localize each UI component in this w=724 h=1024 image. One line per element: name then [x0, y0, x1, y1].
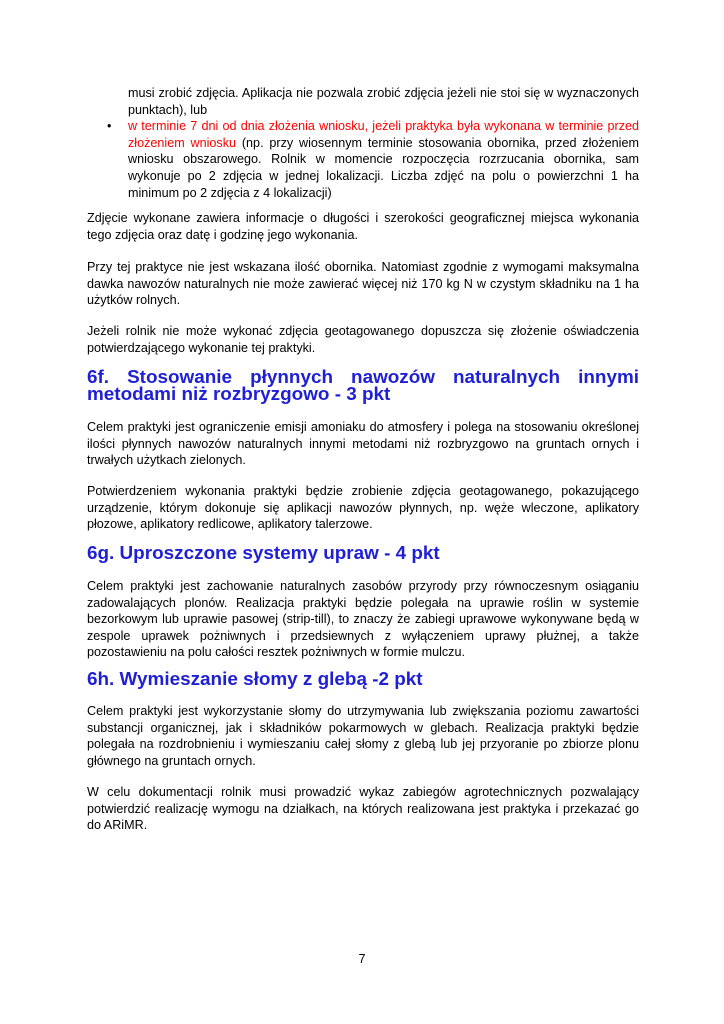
paragraph-6h-documentation: W celu dokumentacji rolnik musi prowadzić wykaz zabiegów agrotechnicznych pozwalający potwierdzić realizację wymogu na działkach, na których realizowana jest praktyka i przekazać go do ARiMR.	[87, 785, 639, 833]
paragraph-manure-dose: Przy tej praktyce nie jest wskazana ilość obornika. Natomiast zgodnie z wymogami maksymalna dawka nawozów naturalnych nie może zawierać więcej niż 170 kg N w czystym składniku na 1 ha użytków rolnych.	[87, 260, 639, 308]
paragraph-6g-goal: Celem praktyki jest zachowanie naturalnych zasobów przyrody przy równoczesnym osiąganiu zadowalających plonów. Realizacja praktyki będzie polegała na uprawie roślin w systemie bezorkowym lub uprawie pasowej (strip-till), to znaczy że zabiegi uprawowe wykonywane będą w zespole uprawek pożniwnych i przedsiewnych z wyłączeniem uprawy płużnej, a także pozostawieniu na polu całości resztek pożniwnych w formie mulczu.	[87, 579, 639, 660]
paragraph-declaration: Jeżeli rolnik nie może wykonać zdjęcia geotagowanego dopuszcza się złożenie oświadczenia potwierdzającego wykonanie tej praktyki.	[87, 324, 639, 355]
list-continuation-text: musi zrobić zdjęcia. Aplikacja nie pozwala zrobić zdjęcia jeżeli nie stoi się w wyznaczonych punktach), lub	[128, 86, 639, 117]
paragraph-geolocation: Zdjęcie wykonane zawiera informacje o długości i szerokości geograficznej miejsca wykonania tego zdjęcia oraz datę i godzinę jego wykonania.	[87, 211, 639, 242]
list-item-red-text: w terminie 7 dni od dnia złożenia wniosku, jeżeli praktyka była wykonana w terminie przed złożeniem wniosku	[128, 119, 639, 150]
paragraph-6f-confirmation: Potwierdzeniem wykonania praktyki będzie zrobienie zdjęcia geotagowanego, pokazującego urządzenie, którym dokonuje się aplikacji nawozów płynnych, np. węże wleczone, aplikatory płozowe, aplikatory redlicowe, aplikatory talerzowe.	[87, 484, 639, 532]
section-heading-6f: 6f. Stosowanie płynnych nawozów naturalnych innymi metodami niż rozbryzgowo - 3 pkt	[87, 367, 639, 405]
page-number: 7	[358, 952, 366, 966]
bullet-list	[107, 85, 639, 201]
list-item-text: (np. przy wiosennym terminie stosowania obornika, przed złożeniem wniosku obszarowego. Rolnik w momencie rozpoczęcia rozrzucania obornika, sam wykonuje po 2 zdjęcia w jednej lokalizacji. Liczba zdjęć na polu o powierzchni 1 ha minimum po 2 zdjęcia z 4 lokalizacji)	[128, 135, 639, 200]
list-item	[107, 118, 639, 201]
bullet-symbol: •	[107, 119, 112, 134]
paragraph-6h-goal: Celem praktyki jest wykorzystanie słomy do utrzymywania lub zwiększania poziomu zawartości substancji organicznej, jak i składników pokarmowych w glebach. Realizacja praktyki będzie polegała na rozdrobnieniu i wymieszaniu całej słomy z glebą lub jej przyoranie po zbiorze plonu głównego na gruntach ornych.	[87, 704, 639, 768]
paragraph-6f-goal: Celem praktyki jest ograniczenie emisji amoniaku do atmosfery i polega na stosowaniu określonej ilości płynnych nawozów naturalnych innymi metodami niż rozbryzgowo na gruntach ornych i trwałych użytkach zielonych.	[87, 420, 639, 468]
section-heading-6g: 6g. Uproszczone systemy upraw - 4 pkt	[87, 543, 440, 564]
section-heading-6h: 6h. Wymieszanie słomy z glebą -2 pkt	[87, 669, 423, 690]
